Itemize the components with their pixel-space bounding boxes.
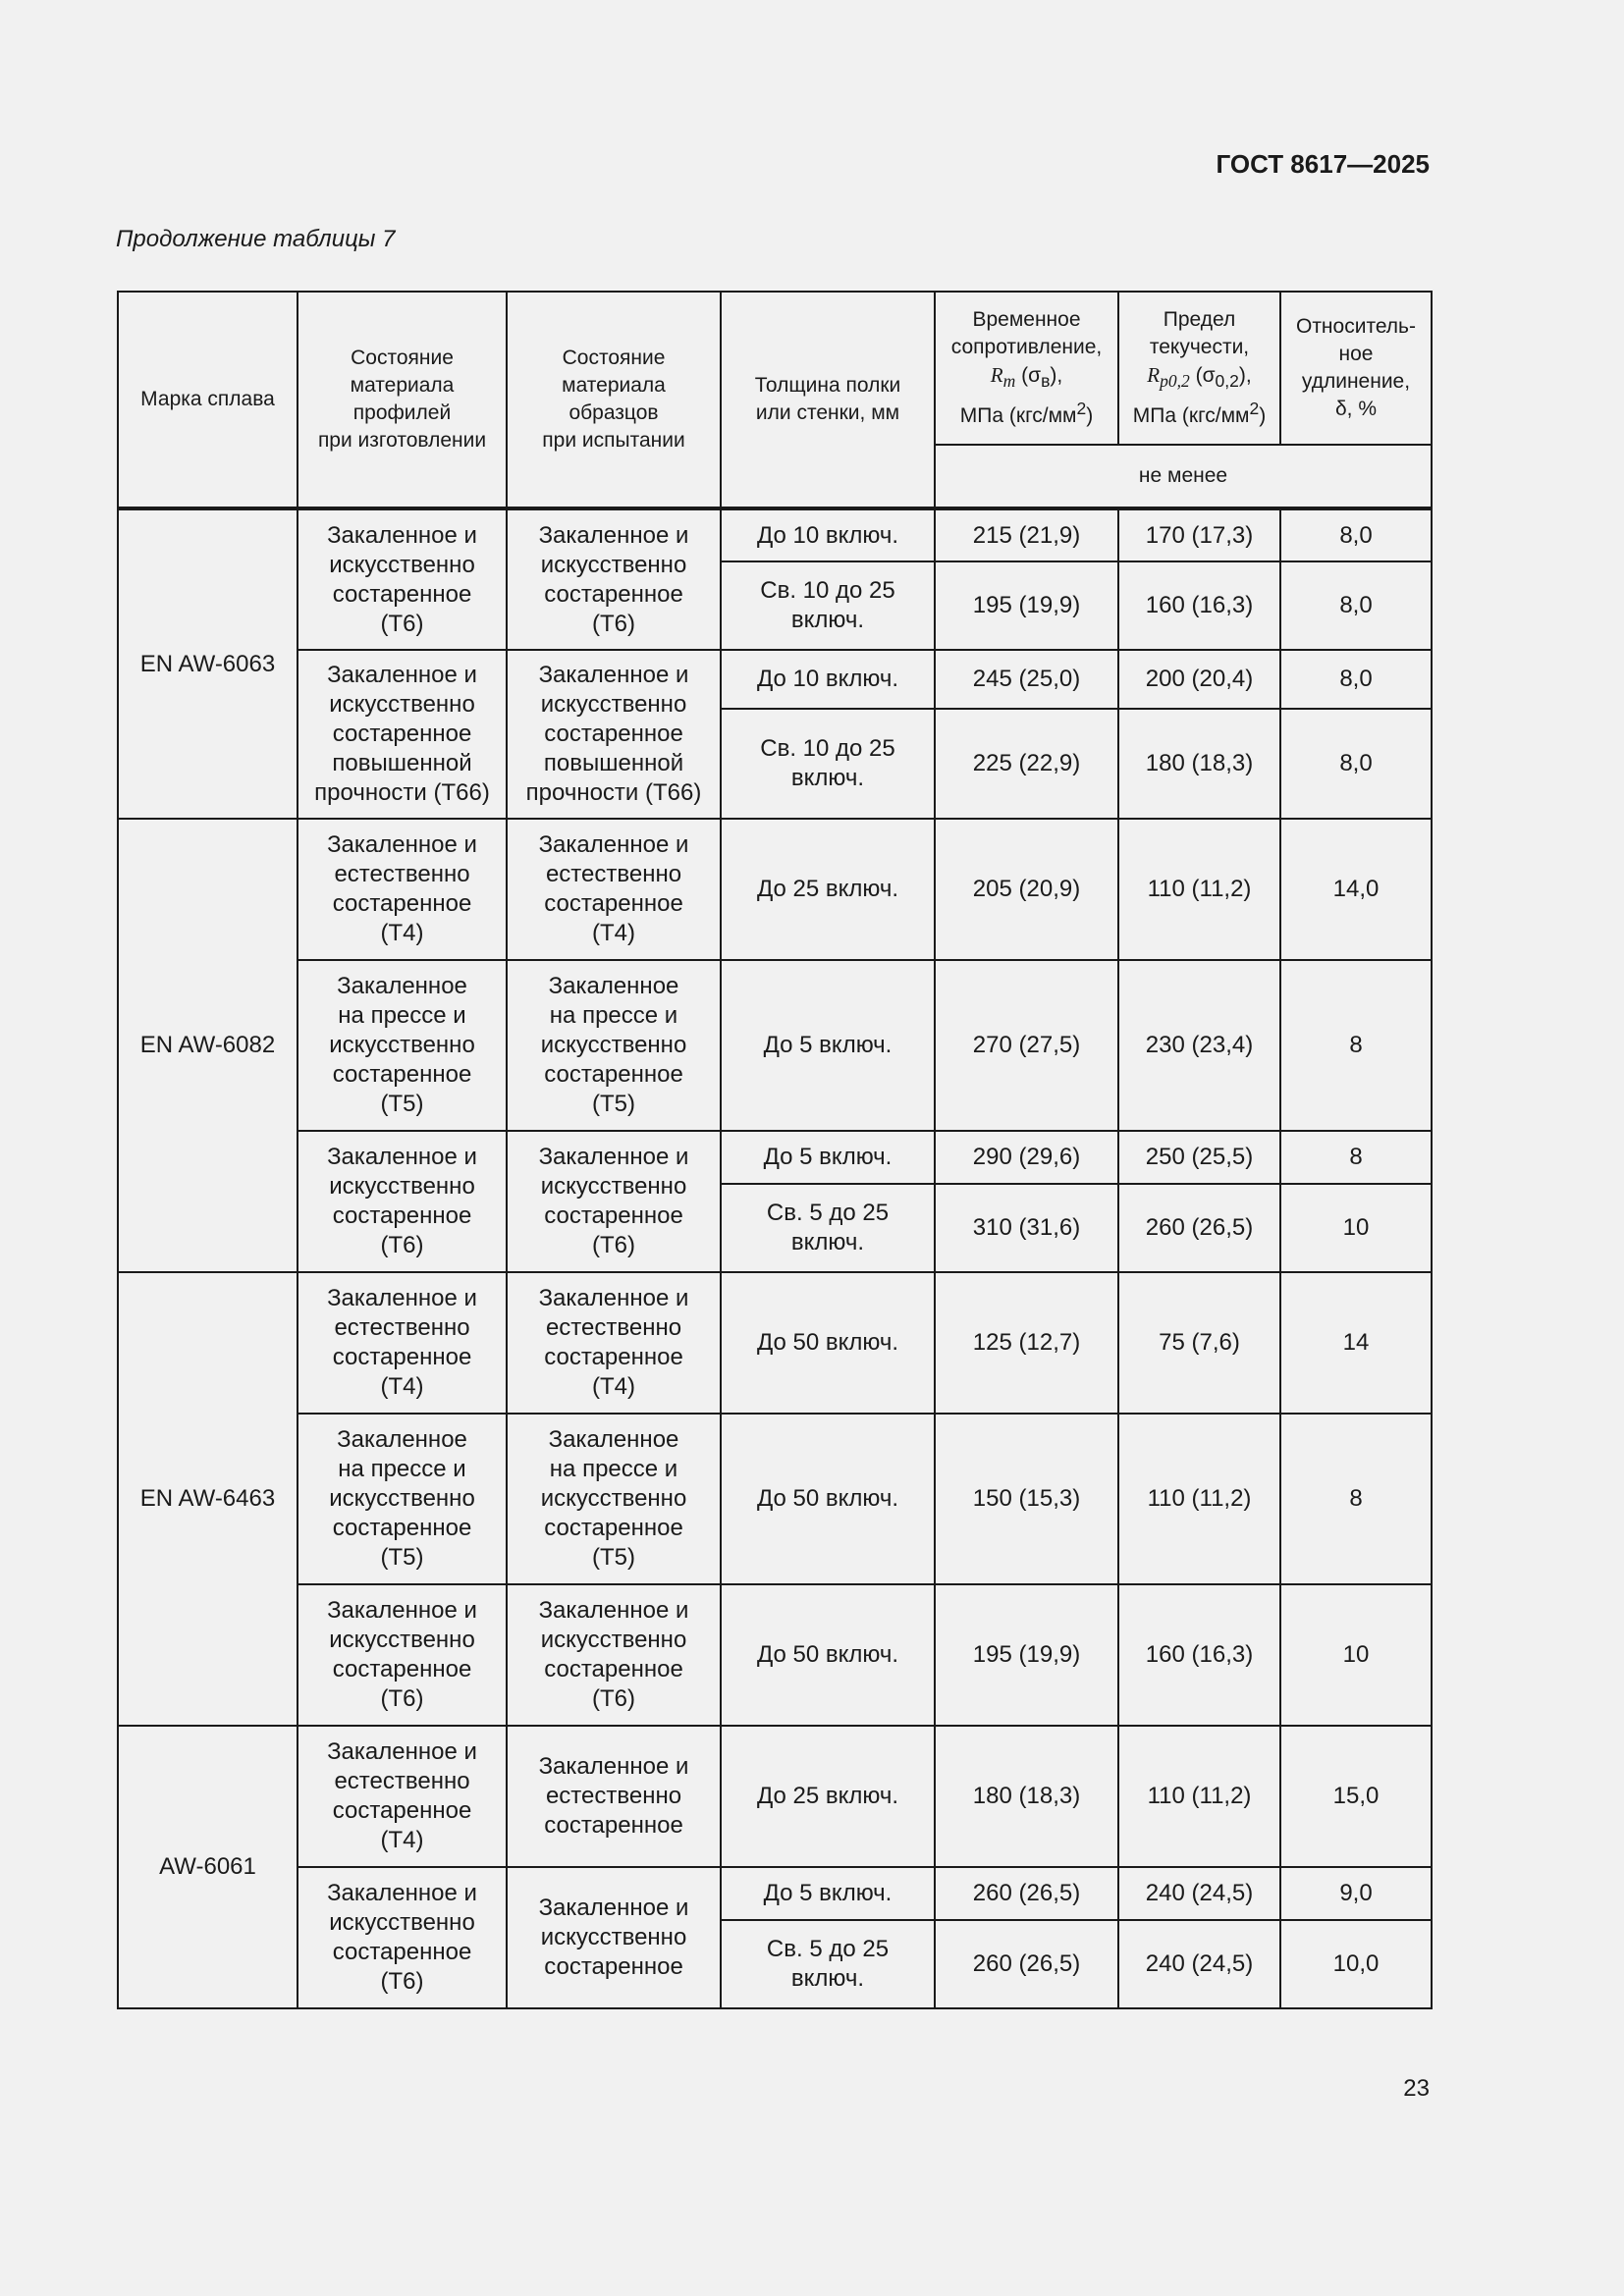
thickness-cell: Св. 10 до 25 включ.: [721, 709, 935, 819]
sample-state-cell: Закаленное и естественно состаренное: [507, 1726, 721, 1867]
col-header-grade: Марка сплава: [118, 292, 298, 508]
sample-state-cell: Закаленное и искусственно состаренное (Т6): [507, 508, 721, 650]
profile-state-cell: Закаленное и естественно состаренное (Т4): [298, 1272, 507, 1414]
document-code: ГОСТ 8617—2025: [1216, 149, 1430, 179]
yield-cell: 240 (24,5): [1118, 1867, 1280, 1920]
profile-state-cell: Закаленное на прессе и искусственно состаренное (Т5): [298, 1414, 507, 1584]
tensile-cell: 270 (27,5): [935, 960, 1118, 1131]
elongation-cell: 8,0: [1280, 709, 1432, 819]
yield-cell: 200 (20,4): [1118, 650, 1280, 709]
thickness-cell: До 25 включ.: [721, 819, 935, 960]
yield-cell: 110 (11,2): [1118, 1414, 1280, 1584]
elongation-cell: 8: [1280, 960, 1432, 1131]
grade-cell: EN AW-6063: [118, 508, 298, 819]
tensile-cell: 215 (21,9): [935, 508, 1118, 561]
tensile-cell: 150 (15,3): [935, 1414, 1118, 1584]
tensile-cell: 195 (19,9): [935, 561, 1118, 650]
yield-cell: 250 (25,5): [1118, 1131, 1280, 1184]
profile-state-cell: Закаленное и искусственно состаренное (Т6): [298, 1131, 507, 1272]
elongation-cell: 8: [1280, 1131, 1432, 1184]
col-header-yield-strength: Предел текучести, $R_{p0,2}$ $(\sigma_{0,2})$, МПа $(кгс/мм^2)$: [1118, 292, 1280, 445]
thickness-cell: До 50 включ.: [721, 1414, 935, 1584]
elongation-cell: 14: [1280, 1272, 1432, 1414]
elongation-cell: 8,0: [1280, 508, 1432, 561]
thickness-cell: Св. 5 до 25 включ.: [721, 1184, 935, 1272]
sample-state-cell: Закаленное и искусственно состаренное (Т6): [507, 1584, 721, 1726]
col-header-elongation: Относитель- ное удлинение, δ, %: [1280, 292, 1432, 445]
thickness-cell: До 50 включ.: [721, 1272, 935, 1414]
properties-table: [117, 291, 1433, 2009]
elongation-cell: 15,0: [1280, 1726, 1432, 1867]
grade-cell: AW-6061: [118, 1726, 298, 2008]
sample-state-cell: Закаленное на прессе и искусственно состаренное (Т5): [507, 960, 721, 1131]
tensile-cell: 180 (18,3): [935, 1726, 1118, 1867]
elongation-cell: 9,0: [1280, 1867, 1432, 1920]
min-values-note: не менее: [935, 445, 1432, 508]
yield-cell: 110 (11,2): [1118, 1726, 1280, 1867]
profile-state-cell: Закаленное на прессе и искусственно состаренное (Т5): [298, 960, 507, 1131]
profile-state-cell: Закаленное и искусственно состаренное (Т6): [298, 1584, 507, 1726]
table-caption: Продолжение таблицы 7: [116, 226, 396, 252]
grade-cell: EN AW-6463: [118, 1272, 298, 1726]
tensile-cell: 310 (31,6): [935, 1184, 1118, 1272]
profile-state-cell: Закаленное и естественно состаренное (Т4): [298, 1726, 507, 1867]
sample-state-cell: Закаленное и искусственно состаренное: [507, 1867, 721, 2008]
thickness-cell: До 10 включ.: [721, 650, 935, 709]
profile-state-cell: Закаленное и естественно состаренное (Т4): [298, 819, 507, 960]
page-number: 23: [1403, 2075, 1430, 2102]
elongation-cell: 10,0: [1280, 1920, 1432, 2008]
col-header-tensile-strength: Временное сопротивление, $R_m$ $(\sigma_в)$, МПа $(кгс/мм^2)$: [935, 292, 1118, 445]
yield-cell: 230 (23,4): [1118, 960, 1280, 1131]
yield-cell: 180 (18,3): [1118, 709, 1280, 819]
thickness-cell: До 25 включ.: [721, 1726, 935, 1867]
tensile-cell: 225 (22,9): [935, 709, 1118, 819]
sample-state-cell: Закаленное на прессе и искусственно состаренное (Т5): [507, 1414, 721, 1584]
col-header-thickness: Толщина полки или стенки, мм: [721, 292, 935, 508]
sample-state-cell: Закаленное и естественно состаренное (Т4): [507, 819, 721, 960]
yield-cell: 260 (26,5): [1118, 1184, 1280, 1272]
thickness-cell: Св. 10 до 25 включ.: [721, 561, 935, 650]
thickness-cell: До 5 включ.: [721, 1867, 935, 1920]
thickness-cell: Св. 5 до 25 включ.: [721, 1920, 935, 2008]
elongation-cell: 10: [1280, 1184, 1432, 1272]
profile-state-cell: Закаленное и искусственно состаренное (Т6): [298, 1867, 507, 2008]
yield-cell: 170 (17,3): [1118, 508, 1280, 561]
tensile-cell: 245 (25,0): [935, 650, 1118, 709]
thickness-cell: До 50 включ.: [721, 1584, 935, 1726]
elongation-cell: 14,0: [1280, 819, 1432, 960]
elongation-cell: 8: [1280, 1414, 1432, 1584]
tensile-cell: 125 (12,7): [935, 1272, 1118, 1414]
elongation-cell: 10: [1280, 1584, 1432, 1726]
yield-cell: 110 (11,2): [1118, 819, 1280, 960]
tensile-cell: 260 (26,5): [935, 1867, 1118, 1920]
thickness-cell: До 5 включ.: [721, 1131, 935, 1184]
thickness-cell: До 10 включ.: [721, 508, 935, 561]
profile-state-cell: Закаленное и искусственно состаренное повышенной прочности (Т66): [298, 650, 507, 819]
profile-state-cell: Закаленное и искусственно состаренное (Т6): [298, 508, 507, 650]
sample-state-cell: Закаленное и естественно состаренное (Т4): [507, 1272, 721, 1414]
yield-cell: 75 (7,6): [1118, 1272, 1280, 1414]
sample-state-cell: Закаленное и искусственно состаренное (Т6): [507, 1131, 721, 1272]
tensile-cell: 195 (19,9): [935, 1584, 1118, 1726]
col-header-sample-state: Состояние материала образцов при испытании: [507, 292, 721, 508]
grade-cell: EN AW-6082: [118, 819, 298, 1272]
yield-cell: 160 (16,3): [1118, 1584, 1280, 1726]
tensile-cell: 205 (20,9): [935, 819, 1118, 960]
sample-state-cell: Закаленное и искусственно состаренное повышенной прочности (Т66): [507, 650, 721, 819]
col-header-profile-state: Состояние материала профилей при изготовлении: [298, 292, 507, 508]
thickness-cell: До 5 включ.: [721, 960, 935, 1131]
elongation-cell: 8,0: [1280, 650, 1432, 709]
tensile-cell: 290 (29,6): [935, 1131, 1118, 1184]
elongation-cell: 8,0: [1280, 561, 1432, 650]
yield-cell: 160 (16,3): [1118, 561, 1280, 650]
tensile-cell: 260 (26,5): [935, 1920, 1118, 2008]
yield-cell: 240 (24,5): [1118, 1920, 1280, 2008]
